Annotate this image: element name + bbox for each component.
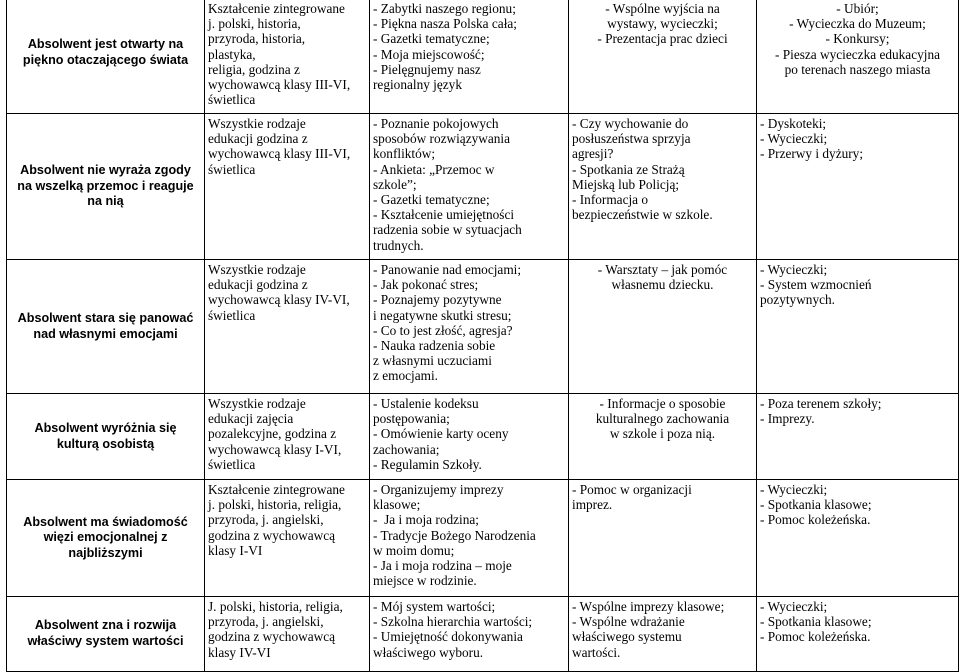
cell-text-line: - Pomoc w organizacji bbox=[572, 482, 692, 497]
cell-text-line: wystawy, wycieczki; bbox=[607, 16, 718, 32]
parents-cell bbox=[569, 597, 757, 672]
cell-text-line: w moim domu; bbox=[373, 542, 455, 558]
cell-text-line: - Spotkania klasowe; bbox=[760, 497, 872, 513]
cell-text-line: - Gazetki tematyczne; bbox=[373, 192, 490, 208]
cell-text-line: zachowania; bbox=[373, 441, 440, 457]
cell-text-line: - System wzmocnień bbox=[760, 277, 872, 293]
cell-text-line: radzenia sobie w sytuacjach bbox=[373, 222, 522, 238]
cell-text-line: świetlica bbox=[208, 307, 256, 323]
cell-text-line: świetlica bbox=[208, 92, 256, 108]
cell-text-line: - Dyskoteki; bbox=[760, 116, 827, 131]
goal-cell bbox=[7, 0, 205, 114]
extra-cell bbox=[757, 394, 959, 480]
cell-text-line: godzina z wychowawcą bbox=[208, 527, 336, 543]
cell-text-line: klasowe; bbox=[373, 497, 421, 513]
actions-cell bbox=[370, 480, 569, 597]
cell-text-line: - Pomoc koleżeńska. bbox=[760, 629, 871, 645]
cell-text-line: kulturą osobistą bbox=[56, 436, 155, 451]
cell-text-line: postępowania; bbox=[373, 411, 450, 427]
cell-text-line: Absolwent ma świadomość bbox=[23, 514, 188, 529]
cell-text-line: - Przerwy i dyżury; bbox=[760, 146, 864, 162]
forms-cell bbox=[205, 597, 370, 672]
cell-text-line: plastyka, bbox=[208, 46, 256, 62]
cell-text-line: imprez. bbox=[572, 497, 613, 513]
cell-text-line: piękno otaczającego świata bbox=[22, 53, 189, 67]
table-row bbox=[7, 0, 959, 114]
cell-text-line: - Czy wychowanie do bbox=[572, 116, 689, 131]
cell-text-line: - Umiejętność dokonywania bbox=[373, 629, 523, 645]
cell-text-line: - Ja i moja rodzina; bbox=[373, 512, 479, 528]
cell-text-line: z własnymi uczuciami bbox=[373, 353, 492, 369]
cell-text-line: Absolwent wyróżnia się bbox=[34, 420, 177, 435]
cell-text-line: właściwego systemu bbox=[572, 629, 682, 645]
goal-cell bbox=[7, 597, 205, 672]
cell-text-line: i negatywne skutki stresu; bbox=[373, 307, 512, 323]
cell-text-line: - Prezentacja prac dzieci bbox=[597, 31, 728, 47]
parents-cell bbox=[569, 114, 757, 260]
cell-text-line: przyroda, j. angielski, bbox=[208, 614, 324, 630]
cell-text-line: Wszystkie rodzaje bbox=[208, 116, 306, 131]
cell-text-line: - Wycieczka do Muzeum; bbox=[789, 16, 926, 32]
cell-text-line: - Informacja o bbox=[572, 192, 649, 208]
cell-text-line: - Informacje o sposobie bbox=[599, 396, 726, 411]
goal-cell bbox=[7, 394, 205, 480]
cell-text-line: - Regulamin Szkoły. bbox=[373, 456, 482, 472]
cell-text-line: - Zabytki naszego regionu; bbox=[373, 1, 516, 16]
cell-text-line: Wszystkie rodzaje bbox=[208, 396, 306, 411]
cell-text-line: właściwego wyboru. bbox=[373, 644, 484, 660]
cell-text-line: - Panowanie nad emocjami; bbox=[373, 262, 522, 277]
cell-text-line: godzina z wychowawcą bbox=[208, 629, 336, 645]
cell-text-line: - Ustalenie kodeksu bbox=[373, 396, 479, 411]
cell-text-line: - Wycieczki; bbox=[760, 131, 828, 147]
cell-text-line: świetlica bbox=[208, 161, 256, 177]
forms-cell bbox=[205, 114, 370, 260]
cell-text-line: konfliktów; bbox=[373, 146, 436, 162]
cell-text-line: bezpieczeństwie w szkole. bbox=[572, 207, 713, 223]
cell-text-line: - Ubiór; bbox=[836, 1, 879, 16]
cell-text-line: szkole”; bbox=[373, 176, 417, 192]
cell-text-line: - Szkolna hierarchia wartości; bbox=[373, 614, 533, 630]
cell-text-line: - Wspólne wdrażanie bbox=[572, 614, 685, 630]
cell-text-line: pozalekcyjne, godzina z bbox=[208, 426, 337, 442]
extra-cell bbox=[757, 0, 959, 114]
cell-text-line: edukacji zajęcia bbox=[208, 411, 294, 427]
cell-text-line: Absolwent jest otwarty na bbox=[27, 37, 184, 52]
cell-text-line: - Wycieczki; bbox=[760, 599, 828, 614]
cell-text-line: - Nauka radzenia sobie bbox=[373, 338, 496, 354]
cell-text-line: j. polski, historia, bbox=[208, 16, 301, 32]
extra-cell bbox=[757, 260, 959, 394]
table-row bbox=[7, 394, 959, 480]
cell-text-line: - Wspólne wyjścia na bbox=[605, 1, 720, 16]
cell-text-line: - Co to jest złość, agresja? bbox=[373, 322, 513, 338]
cell-text-line: - Omówienie karty oceny bbox=[373, 426, 509, 442]
forms-cell bbox=[205, 480, 370, 597]
cell-text-line: właściwy system wartości bbox=[27, 634, 184, 648]
cell-text-line: pozytywnych. bbox=[760, 292, 835, 308]
cell-text-line: w szkole i poza nią. bbox=[609, 426, 716, 442]
cell-text-line: wartości. bbox=[572, 644, 621, 660]
cell-text-line: Kształcenie zintegrowane bbox=[208, 482, 345, 497]
cell-text-line: - Ja i moja rodzina – moje bbox=[373, 558, 512, 574]
cell-text-line: miejsce w rodzinie. bbox=[373, 573, 477, 589]
table-row bbox=[7, 480, 959, 597]
cell-text-line: - Ankieta: „Przemoc w bbox=[373, 161, 495, 177]
cell-text-line: - Wycieczki; bbox=[760, 262, 828, 277]
cell-text-line: klasy IV-VI bbox=[208, 644, 271, 660]
goal-cell bbox=[7, 114, 205, 260]
cell-text-line: - Spotkania klasowe; bbox=[760, 614, 872, 630]
parents-cell bbox=[569, 480, 757, 597]
cell-text-line: - Poza terenem szkoły; bbox=[760, 396, 882, 411]
cell-text-line: trudnych. bbox=[373, 237, 424, 253]
cell-text-line: - Poznanie pokojowych bbox=[373, 116, 499, 131]
actions-cell bbox=[370, 114, 569, 260]
cell-text-line: przyroda, historia, bbox=[208, 31, 306, 47]
forms-cell bbox=[205, 260, 370, 394]
cell-text-line: - Warsztaty – jak pomóc bbox=[597, 262, 728, 277]
cell-text-line: Absolwent stara się panować bbox=[17, 310, 194, 325]
cell-text-line: - Spotkania ze Strażą bbox=[572, 161, 685, 177]
cell-text-line: na nią bbox=[87, 194, 124, 209]
cell-text-line: - Imprezy. bbox=[760, 411, 815, 427]
cell-text-line: najbliższymi bbox=[68, 545, 143, 560]
cell-text-line: edukacji godzina z bbox=[208, 277, 308, 293]
cell-text-line: J. polski, historia, religia, bbox=[208, 599, 343, 614]
actions-cell bbox=[370, 260, 569, 394]
goal-cell bbox=[7, 260, 205, 394]
cell-text-line: posłuszeństwa sprzyja bbox=[572, 131, 691, 147]
actions-cell bbox=[370, 394, 569, 480]
cell-text-line: Absolwent nie wyraża zgody bbox=[20, 163, 191, 178]
table-row bbox=[7, 260, 959, 394]
cell-text-line: j. polski, historia, religia, bbox=[208, 497, 342, 513]
cell-text-line: - Wspólne imprezy klasowe; bbox=[572, 599, 725, 614]
cell-text-line: wychowawcą klasy I-VI, bbox=[208, 441, 342, 457]
cell-text-line: na wszelką przemoc i reaguje bbox=[17, 178, 194, 193]
cell-text-line: - Wycieczki; bbox=[760, 482, 828, 497]
cell-text-line: świetlica bbox=[208, 456, 256, 472]
cell-text-line: - Konkursy; bbox=[825, 31, 890, 47]
table-row bbox=[7, 597, 959, 672]
cell-text-line: nad własnymi emocjami bbox=[33, 326, 178, 341]
cell-text-line: więzi emocjonalnej z bbox=[43, 530, 168, 545]
cell-text-line: regionalny język bbox=[373, 77, 462, 93]
cell-text-line: - Jak pokonać stres; bbox=[373, 277, 479, 293]
cell-text-line: wychowawcą klasy III-VI, bbox=[208, 77, 351, 93]
extra-cell bbox=[757, 597, 959, 672]
goal-cell bbox=[7, 480, 205, 597]
cell-text-line: - Pielęgnujemy nasz bbox=[373, 61, 481, 77]
cell-text-line: - Gazetki tematyczne; bbox=[373, 31, 490, 47]
cell-text-line: Absolwent zna i rozwija bbox=[34, 618, 177, 633]
forms-cell bbox=[205, 0, 370, 114]
cell-text-line: Wszystkie rodzaje bbox=[208, 262, 306, 277]
cell-text-line: - Tradycje Bożego Narodzenia bbox=[373, 527, 536, 543]
cell-text-line: agresji? bbox=[572, 146, 614, 162]
cell-text-line: edukacji godzina z bbox=[208, 131, 308, 147]
cell-text-line: - Organizujemy imprezy bbox=[373, 482, 504, 497]
cell-text-line: - Moja miejscowość; bbox=[373, 46, 485, 62]
parents-cell bbox=[569, 394, 757, 480]
cell-text-line: - Kształcenie umiejętności bbox=[373, 207, 515, 223]
cell-text-line: Miejską lub Policją; bbox=[572, 176, 680, 192]
cell-text-line: Kształcenie zintegrowane bbox=[208, 1, 345, 16]
cell-text-line: - Pomoc koleżeńska. bbox=[760, 512, 871, 528]
cell-text-line: własnemu dziecku. bbox=[611, 277, 714, 293]
cell-text-line: z emocjami. bbox=[373, 368, 438, 384]
cell-text-line: - Piękna nasza Polska cała; bbox=[373, 16, 517, 32]
cell-text-line: - Mój system wartości; bbox=[373, 599, 496, 614]
cell-text-line: przyroda, j. angielski, bbox=[208, 512, 324, 528]
cell-text-line: - Poznajemy pozytywne bbox=[373, 292, 502, 308]
cell-text-line: kulturalnego zachowania bbox=[595, 411, 730, 427]
cell-text-line: - Piesza wycieczka edukacyjna bbox=[774, 46, 941, 62]
parents-cell bbox=[569, 0, 757, 114]
actions-cell bbox=[370, 597, 569, 672]
extra-cell bbox=[757, 114, 959, 260]
cell-text-line: klasy I-VI bbox=[208, 542, 263, 558]
cell-text-line: wychowawcą klasy IV-VI, bbox=[208, 292, 350, 308]
actions-cell bbox=[370, 0, 569, 114]
education-plan-table bbox=[6, 0, 959, 672]
cell-text-line: wychowawcą klasy III-VI, bbox=[208, 146, 351, 162]
cell-text-line: sposobów rozwiązywania bbox=[373, 131, 510, 147]
table-row bbox=[7, 114, 959, 260]
parents-cell bbox=[569, 260, 757, 394]
cell-text-line: religia, godzina z bbox=[208, 61, 300, 77]
forms-cell bbox=[205, 394, 370, 480]
extra-cell bbox=[757, 480, 959, 597]
cell-text-line: po terenach naszego miasta bbox=[784, 61, 931, 77]
